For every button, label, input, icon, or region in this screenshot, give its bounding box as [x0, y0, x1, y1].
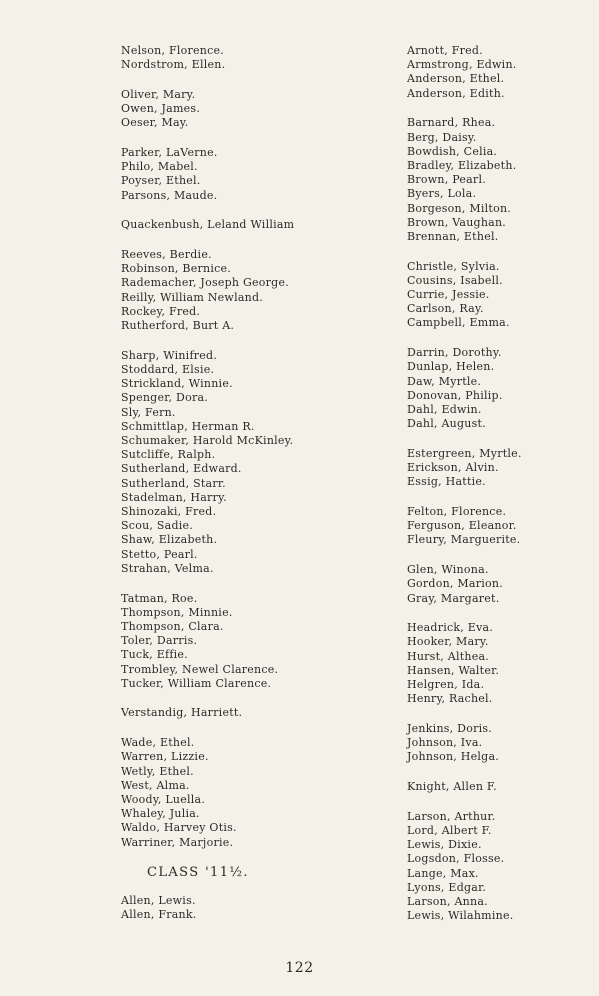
name-entry: Henry, Rachel.	[407, 692, 493, 706]
name-entry: Allen, Frank.	[121, 908, 197, 922]
name-group	[121, 592, 351, 691]
name-entry: Brown, Vaughan.	[407, 215, 507, 229]
name-entry: Verstandig, Harriett.	[121, 706, 243, 720]
name-entry: Rademacher, Joseph George.	[121, 276, 289, 290]
name-entry: Thompson, Minnie.	[121, 605, 233, 619]
name-entry: Lyons, Edgar.	[407, 880, 487, 894]
name-entry: Currie, Jessie.	[407, 288, 490, 302]
name-entry: Borgeson, Milton.	[407, 201, 512, 215]
name-group	[407, 722, 587, 765]
name-entry: Fleury, Marguerite.	[407, 533, 521, 547]
name-group	[121, 88, 351, 131]
name-entry: Quackenbush, Leland William	[121, 218, 295, 232]
name-entry: Jenkins, Doris.	[407, 721, 493, 735]
name-group	[407, 346, 587, 431]
name-entry: Stoddard, Elsie.	[121, 362, 215, 376]
name-entry: Tucker, William Clarence.	[121, 676, 272, 690]
name-group	[121, 44, 351, 72]
name-group	[407, 44, 587, 101]
name-entry: Johnson, Iva.	[407, 736, 483, 750]
name-entry: Headrick, Eva.	[407, 621, 494, 635]
name-group	[121, 706, 351, 720]
name-entry: Oliver, Mary.	[121, 87, 196, 101]
name-entry: Tatman, Roe.	[121, 591, 198, 605]
name-entry: Arnott, Fred.	[407, 44, 483, 57]
name-entry: Sharp, Winifred.	[121, 348, 218, 362]
name-group	[121, 248, 351, 333]
name-entry: Estergreen, Myrtle.	[407, 446, 522, 460]
name-entry: Warren, Lizzie.	[121, 750, 209, 764]
name-entry: Nelson, Florence.	[121, 44, 225, 57]
name-group	[121, 894, 351, 922]
name-entry: Waldo, Harvey Otis.	[121, 821, 237, 835]
name-entry: Parker, LaVerne.	[121, 146, 218, 160]
name-entry: Hooker, Mary.	[407, 635, 489, 649]
name-entry: Lord, Albert F.	[407, 823, 492, 837]
name-group	[121, 736, 351, 850]
name-entry: Dunlap, Helen.	[407, 360, 495, 374]
name-entry: Armstrong, Edwin.	[407, 58, 517, 72]
name-entry: Campbell, Emma.	[407, 316, 510, 330]
name-entry: Felton, Florence.	[407, 504, 507, 518]
name-entry: Brown, Pearl.	[407, 173, 486, 187]
page-number: 122	[285, 960, 314, 976]
name-entry: Dahl, August.	[407, 417, 486, 431]
name-entry: Sutcliffe, Ralph.	[121, 448, 216, 462]
name-entry: Johnson, Helga.	[407, 750, 500, 764]
name-entry: Gray, Margaret.	[407, 591, 500, 605]
name-entry: Schumaker, Harold McKinley.	[121, 433, 294, 447]
name-entry: Warriner, Marjorie.	[121, 835, 234, 849]
name-group	[121, 146, 351, 203]
name-entry: Larson, Anna.	[407, 894, 488, 908]
name-entry: Helgren, Ida.	[407, 678, 485, 692]
name-entry: Hurst, Althea.	[407, 649, 490, 663]
name-entry: Byers, Lola.	[407, 187, 477, 201]
name-entry: Hansen, Walter.	[407, 663, 500, 677]
name-group	[407, 505, 587, 548]
name-group	[121, 349, 351, 576]
name-entry: Carlson, Ray.	[407, 302, 484, 316]
name-group	[121, 218, 351, 232]
name-entry: West, Alma.	[121, 778, 190, 792]
name-entry: Stetto, Pearl.	[121, 547, 198, 561]
name-entry: Schmittlap, Herman R.	[121, 419, 255, 433]
name-entry: Trombley, Newel Clarence.	[121, 662, 279, 676]
name-entry: Woody, Luella.	[121, 792, 206, 806]
name-entry: Reeves, Berdie.	[121, 248, 212, 262]
name-entry: Cousins, Isabell.	[407, 273, 503, 287]
name-entry: Oeser, May.	[121, 116, 189, 130]
class-heading: CLASS '11½.	[147, 865, 249, 881]
name-entry: Brennan, Ethel.	[407, 229, 499, 243]
name-entry: Robinson, Bernice.	[121, 262, 232, 276]
name-entry: Lange, Max.	[407, 866, 479, 880]
name-entry: Logsdon, Flosse.	[407, 852, 505, 866]
left-name-column	[121, 44, 351, 938]
name-entry: Erickson, Alvin.	[407, 461, 499, 475]
name-entry: Parsons, Maude.	[121, 188, 218, 202]
name-entry: Sly, Fern.	[121, 405, 176, 419]
name-entry: Nordstrom, Ellen.	[121, 58, 226, 72]
name-entry: Essig, Hattie.	[407, 475, 486, 489]
name-group	[407, 447, 587, 490]
name-entry: Owen, James.	[121, 102, 201, 116]
name-entry: Dahl, Edwin.	[407, 402, 482, 416]
name-entry: Sutherland, Starr.	[121, 476, 226, 490]
name-entry: Stadelman, Harry.	[121, 490, 227, 504]
name-entry: Glen, Winona.	[407, 563, 489, 577]
name-group	[407, 260, 587, 331]
name-entry: Darrin, Dorothy.	[407, 346, 502, 360]
name-entry: Ferguson, Eleanor.	[407, 519, 517, 533]
name-entry: Sutherland, Edward.	[121, 462, 242, 476]
name-entry: Spenger, Dora.	[121, 391, 209, 405]
name-entry: Shaw, Elizabeth.	[121, 533, 218, 547]
name-entry: Thompson, Clara.	[121, 619, 224, 633]
name-entry: Lewis, Wilahmine.	[407, 909, 514, 923]
name-entry: Scou, Sadie.	[121, 519, 194, 533]
name-entry: Tuck, Effie.	[121, 648, 188, 662]
name-entry: Strickland, Winnie.	[121, 377, 233, 391]
name-entry: Philo, Mabel.	[121, 160, 198, 174]
name-entry: Christle, Sylvia.	[407, 259, 500, 273]
name-entry: Larson, Arthur.	[407, 809, 496, 823]
name-entry: Toler, Darris.	[121, 634, 198, 648]
name-entry: Rockey, Fred.	[121, 304, 201, 318]
name-entry: Allen, Lewis.	[121, 894, 196, 908]
name-entry: Bowdish, Celia.	[407, 144, 498, 158]
name-entry: Barnard, Rhea.	[407, 116, 496, 130]
name-entry: Reilly, William Newland.	[121, 290, 264, 304]
name-entry: Rutherford, Burt A.	[121, 319, 235, 333]
name-entry: Whaley, Julia.	[121, 807, 200, 821]
name-entry: Berg, Daisy.	[407, 130, 477, 144]
name-entry: Gordon, Marion.	[407, 577, 503, 591]
name-entry: Wade, Ethel.	[121, 736, 195, 750]
name-group	[407, 780, 587, 794]
name-group	[407, 116, 587, 244]
name-entry: Donovan, Philip.	[407, 388, 503, 402]
name-entry: Shinozaki, Fred.	[121, 504, 217, 518]
name-group	[407, 621, 587, 706]
name-entry: Knight, Allen F.	[407, 780, 497, 794]
right-name-column	[407, 44, 587, 939]
name-entry: Poyser, Ethel.	[121, 174, 201, 188]
name-group	[407, 563, 587, 606]
name-entry: Daw, Myrtle.	[407, 374, 482, 388]
name-entry: Wetly, Ethel.	[121, 764, 194, 778]
name-entry: Anderson, Ethel.	[407, 72, 505, 86]
name-entry: Anderson, Edith.	[407, 86, 505, 100]
name-entry: Bradley, Elizabeth.	[407, 158, 517, 172]
name-entry: Lewis, Dixie.	[407, 838, 482, 852]
name-group	[407, 810, 587, 924]
name-entry: Strahan, Velma.	[121, 561, 214, 575]
